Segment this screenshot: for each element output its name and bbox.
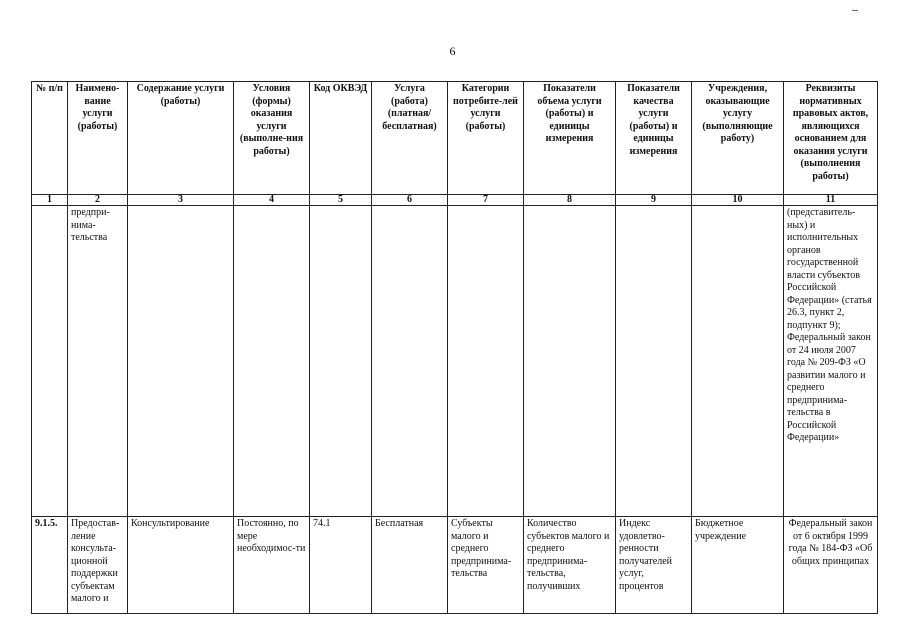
cell-volume: Количество субъектов малого и среднего предпринима-тельства, получивших (524, 517, 616, 614)
header-categories: Категории потребите-лей услуги (работы) (448, 82, 524, 195)
cell-okved (310, 206, 372, 517)
header-okved: Код ОКВЭД (310, 82, 372, 195)
column-number: 2 (68, 195, 128, 206)
cell-requisites: (представитель-ных) и исполнительных органов государственной власти субъектов Российской Федерации» (статья 26.3, пункт 2, подпункт 9); Федеральный закон от 24 июля 2007 года № 209-ФЗ «О развитии малого и среднего предпринима-тельства в Российской Федерации» (784, 206, 878, 517)
cell-paid: Бесплатная (372, 517, 448, 614)
table-row (32, 206, 878, 517)
cell-categories (448, 206, 524, 517)
cell-quality (616, 206, 692, 517)
header-requisites: Реквизиты нормативных правовых актов, являющихся основанием для оказания услуги (выполнения работы) (784, 82, 878, 195)
header-quality: Показатели качества услуги (работы) и единицы измерения (616, 82, 692, 195)
cell-categories: Субъекты малого и среднего предпринима-тельства (448, 517, 524, 614)
cell-name: Предостав-ление консульта-ционной поддержки субъектам малого и (68, 517, 128, 614)
column-number: 10 (692, 195, 784, 206)
header-num: № п/п (32, 82, 68, 195)
cell-name: предпри-нима-тельства (68, 206, 128, 517)
header-paid: Услуга (работа) (платная/ бесплатная) (372, 82, 448, 195)
column-number: 3 (128, 195, 234, 206)
column-number: 5 (310, 195, 372, 206)
column-number-row (32, 195, 878, 206)
cell-quality: Индекс удовлетво-ренности получателей услуг, процентов (616, 517, 692, 614)
cell-num (32, 206, 68, 517)
cell-requisites: Федеральный закон от 6 октября 1999 года № 184-ФЗ «Об общих принципах (784, 517, 878, 614)
cell-institutions: Бюджетное учреждение (692, 517, 784, 614)
cell-okved: 74.1 (310, 517, 372, 614)
cell-paid (372, 206, 448, 517)
page-number: 6 (449, 44, 456, 58)
column-number: 8 (524, 195, 616, 206)
header-volume: Показатели объема услуги (работы) и единицы измерения (524, 82, 616, 195)
cell-num: 9.1.5. (32, 517, 68, 614)
header-institutions: Учреждения, оказывающие услугу (выполняющие работу) (692, 82, 784, 195)
services-table (31, 81, 878, 614)
column-number: 6 (372, 195, 448, 206)
header-content: Содержание услуги (работы) (128, 82, 234, 195)
header-name: Наимено-вание услуги (работы) (68, 82, 128, 195)
cell-conditions (234, 206, 310, 517)
column-number: 7 (448, 195, 524, 206)
cell-volume (524, 206, 616, 517)
column-number: 1 (32, 195, 68, 206)
cell-institutions (692, 206, 784, 517)
cell-conditions: Постоянно, по мере необходимос-ти (234, 517, 310, 614)
column-number: 9 (616, 195, 692, 206)
header-conditions: Условия (формы) оказания услуги (выполне-ния работы) (234, 82, 310, 195)
cell-content (128, 206, 234, 517)
cell-content: Консультирование (128, 517, 234, 614)
corner-mark (852, 10, 858, 11)
column-number: 11 (784, 195, 878, 206)
column-number: 4 (234, 195, 310, 206)
table-row (32, 517, 878, 614)
header-row (32, 82, 878, 195)
